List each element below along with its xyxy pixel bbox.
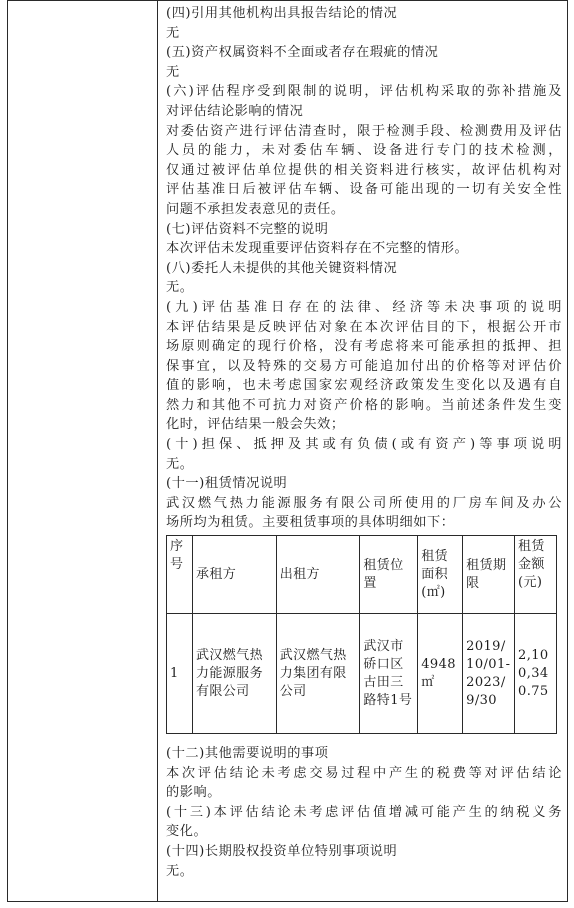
lease-header-cell: 租赁期限 [463, 536, 515, 614]
text-line: (九)评估基准日存在的法律、经济等未决事项的说明 [166, 299, 562, 315]
text-line: (十三)本评估结论未考虑评估值增减可能产生的纳税义务 [166, 804, 562, 820]
text-line: (七)评估资料不完整的说明 [166, 221, 329, 237]
text-line: 化时，评估结果一般会失效； [166, 417, 345, 433]
lease-header-cell: 租赁位置 [360, 536, 418, 614]
text-line: 评估基准日后被评估车辆、设备可能出现的一切有关安全性 [166, 182, 562, 198]
text-line: 场所均为租赁。主要租赁事项的具体明细如下： [166, 515, 455, 531]
table-row [167, 614, 557, 734]
text-line: 对评估结论影响的情况 [166, 103, 304, 119]
text-line: 武汉燃气热力能源服务有限公司所使用的厂房车间及办公 [166, 495, 562, 511]
lease-cell-area: 4948㎡ [418, 614, 463, 734]
text-line: (十二)其他需要说明的事项 [166, 746, 329, 762]
lease-cell-location: 武汉市硚口区古田三路特1号 [360, 614, 418, 734]
text-line: (十一)租赁情况说明 [166, 476, 288, 492]
text-line: (十四)长期股权投资单位特别事项说明 [166, 844, 398, 859]
text-line: 值的影响，也未考虑国家宏观经济政策发生变化以及遇有自 [166, 378, 562, 394]
text-line: 本次评估未发现重要评估资料存在不完整的情形。 [166, 241, 469, 257]
text-line: 场原则确定的现行价格，没有考虑将来可能承担的抵押、担 [166, 339, 562, 355]
text-line: 仅通过被评估单位提供的相关资料进行核实，故评估机构对 [166, 162, 562, 178]
text-line: 无。 [166, 863, 194, 879]
text-line: 无。 [166, 456, 194, 472]
text-line: 无 [166, 64, 180, 80]
lease-header-cell: 租赁金额(元) [515, 536, 557, 614]
text-line: (八)委托人未提供的其他关键资料情况 [166, 260, 398, 276]
lease-cell-lessor: 武汉燃气热力集团有限公司 [276, 614, 360, 734]
text-line: (五)资产权属资料不全面或者存在瑕疵的情况 [166, 45, 439, 61]
lease-header-cell: 承租方 [192, 536, 276, 614]
notes-block-upper [166, 4, 562, 533]
lease-cell-lessee: 武汉燃气热力能源服务有限公司 [192, 614, 276, 734]
text-line: 问题不承担发表意见的责任。 [166, 201, 345, 217]
text-line: 本评估结果是反映评估对象在本次评估目的下，根据公开市 [166, 319, 562, 335]
left-label-column [8, 1, 158, 901]
notes-content [166, 4, 562, 881]
text-line: 无。 [166, 280, 194, 296]
lease-cell-term: 2019/10/01-2023/9/30 [463, 614, 515, 734]
text-line: 的影响。 [166, 785, 221, 801]
text-line: 变化。 [166, 824, 208, 840]
text-line: (十)担保、抵押及其或有负债(或有资产)等事项说明 [166, 437, 562, 453]
text-line: (四)引用其他机构出具报告结论的情况 [166, 6, 398, 21]
text-line: 保事宜，以及特殊的交易方可能追加付出的价格等对评估价 [166, 358, 562, 374]
text-line: (六)评估程序受到限制的说明，评估机构采取的弥补措施及 [166, 84, 562, 100]
text-line: 然力和其他不可抗力对资产价格的影响。当前述条件发生变 [166, 397, 562, 413]
lease-cell-amount: 2,100,340.75 [515, 614, 557, 734]
lease-cell-index: 1 [167, 614, 193, 734]
notes-block-lower [166, 744, 562, 881]
text-line: 无 [166, 25, 180, 41]
lease-header-cell: 序号 [167, 536, 193, 614]
text-line: 人员的能力，未对委估车辆、设备进行专门的技术检测， [166, 143, 562, 159]
lease-header-cell: 出租方 [276, 536, 360, 614]
lease-table-header-row [167, 536, 557, 614]
lease-header-cell: 租赁面积(㎡) [418, 536, 463, 614]
document-frame [7, 0, 568, 902]
lease-table [166, 535, 557, 734]
text-line: 本次评估结论未考虑交易过程中产生的税费等对评估结论 [166, 765, 562, 781]
text-line: 对委估资产进行评估清查时，限于检测手段、检测费用及评估 [166, 123, 562, 139]
